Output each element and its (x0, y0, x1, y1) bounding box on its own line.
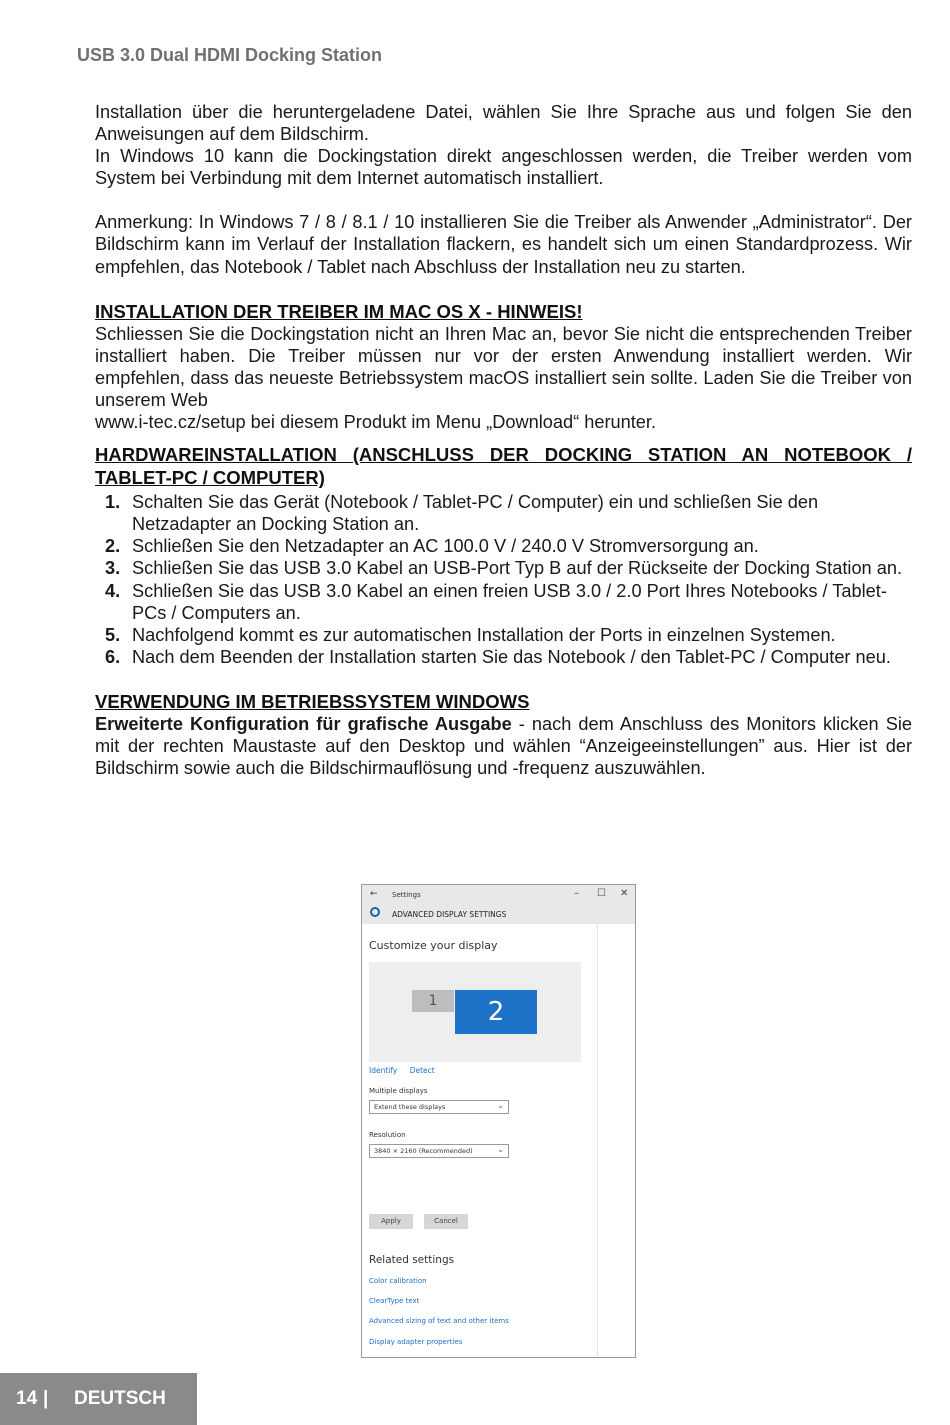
identify-link[interactable]: Identify (369, 1066, 398, 1075)
footer-separator: | (43, 1388, 49, 1409)
settings-header (362, 905, 635, 924)
mac-paragraph: Schliessen Sie die Dockingstation nicht an Ihren Mac an, bevor Sie nicht die entsprechenden Treiber installiert haben. Die Treiber müssen nur vor der ersten Anwendung installiert werden. Wir empfehlen, dass das neueste Betriebssystem macOS installiert sein sollte. Laden Sie die Treiber von unserem Web (95, 323, 912, 410)
footer-language: DEUTSCH (74, 1388, 166, 1409)
intro-paragraph-2: In Windows 10 kann die Dockingstation direkt angeschlossen werden, die Treiber werden vom System bei Verbindung mit dem Internet automatisch installiert. (95, 146, 912, 189)
customize-heading: Customize your display (369, 939, 498, 952)
windows-paragraph: Erweiterte Konfiguration für grafische Ausgabe - nach dem Anschluss des Monitors klicken Sie mit der rechten Maustaste auf den Desktop und wählen “Anzeigeeinstellungen” aus. Hier ist der Bildschirm sowie auch die Bildschirmauflösung und -frequenz auszuwählen. (95, 713, 913, 779)
monitor-1-tile[interactable]: 1 (412, 990, 454, 1012)
chevron-down-icon: ⌄ (497, 1145, 504, 1154)
multiple-displays-dropdown[interactable]: Extend these displays ⌄ (369, 1100, 509, 1114)
color-calibration-link[interactable]: Color calibration (369, 1277, 427, 1285)
hardware-steps-list (95, 491, 912, 668)
settings-right-strip (597, 924, 635, 1357)
monitor-2-tile[interactable]: 2 (455, 990, 537, 1034)
gear-icon (370, 907, 380, 917)
list-item: 2. Schließen Sie den Netzadapter an AC 100.0 V / 240.0 V Stromversorgung an. (105, 536, 759, 557)
display-adapter-link[interactable]: Display adapter properties (369, 1338, 463, 1346)
mac-paragraph-url: www.i-tec.cz/setup bei diesem Produkt im Menu „Download“ herunter. (95, 412, 657, 433)
window-title: Settings (392, 891, 421, 899)
multiple-displays-label: Multiple displays (369, 1087, 428, 1095)
windows-bold-lead: Erweiterte Konfiguration für grafische Ausgabe (95, 713, 512, 734)
identify-detect-links (369, 1066, 445, 1075)
advanced-sizing-link[interactable]: Advanced sizing of text and other items (369, 1317, 509, 1325)
list-item: 6. Nach dem Beenden der Installation starten Sie das Notebook / den Tablet-PC / Computer neu. (105, 646, 891, 667)
page-footer (0, 1373, 197, 1425)
mac-section-heading: INSTALLATION DER TREIBER IM MAC OS X - HINWEIS! (95, 300, 583, 322)
minimize-icon[interactable]: – (574, 888, 579, 899)
back-arrow-icon[interactable]: ← (370, 889, 378, 899)
chevron-down-icon: ⌄ (497, 1101, 504, 1110)
windows-section-heading: VERWENDUNG IM BETRIEBSSYSTEM WINDOWS (95, 690, 530, 712)
settings-section-title: ADVANCED DISPLAY SETTINGS (392, 910, 507, 919)
window-titlebar (362, 885, 635, 905)
resolution-label: Resolution (369, 1131, 406, 1139)
note-paragraph: Anmerkung: In Windows 7 / 8 / 8.1 / 10 installieren Sie die Treiber als Anwender „Administrator“. Der Bildschirm kann im Verlauf der Installation flackern, es handelt sich um einen Standardprozess. Wir empfehlen, das Notebook / Tablet nach Abschluss der Installation neu zu starten. (95, 212, 912, 277)
cleartype-text-link[interactable]: ClearType text (369, 1297, 420, 1305)
apply-button[interactable]: Apply (369, 1214, 413, 1229)
list-item: 3. Schließen Sie das USB 3.0 Kabel an USB-Port Typ B auf der Rückseite der Docking Station an. (105, 558, 903, 579)
list-item: 4. Schließen Sie das USB 3.0 Kabel an einen freien USB 3.0 / 2.0 Port Ihres Notebooks / Tablet-PCs / Computers an. (105, 580, 887, 623)
detect-link[interactable]: Detect (409, 1066, 435, 1075)
close-icon[interactable]: ✕ (620, 888, 629, 899)
resolution-dropdown[interactable]: 3840 × 2160 (Recommended) ⌄ (369, 1144, 509, 1158)
page-content (95, 101, 912, 779)
related-settings-heading: Related settings (369, 1254, 455, 1266)
list-item: 1. Schalten Sie das Gerät (Notebook / Tablet-PC / Computer) ein und schließen Sie den Netzadapter an Docking Station an. (105, 492, 819, 535)
settings-body (362, 924, 598, 1357)
cancel-button[interactable]: Cancel (424, 1214, 468, 1229)
maximize-icon[interactable]: ☐ (597, 888, 606, 899)
page-number: 14 (16, 1388, 38, 1409)
intro-paragraph-1: Installation über die heruntergeladene Datei, wählen Sie Ihre Sprache aus und folgen Sie den Anweisungen auf dem Bildschirm. (95, 102, 912, 145)
list-item: 5. Nachfolgend kommt es zur automatischen Installation der Ports in einzelnen Systemen. (105, 624, 836, 645)
display-preview (369, 962, 581, 1062)
settings-screenshot (361, 884, 636, 1358)
hardware-section-heading: HARDWAREINSTALLATION (ANSCHLUSS DER DOCKING STATION AN NOTEBOOK / TABLET-PC / COMPUTER) (95, 444, 912, 489)
document-header-title: USB 3.0 Dual HDMI Docking Station (77, 45, 383, 65)
